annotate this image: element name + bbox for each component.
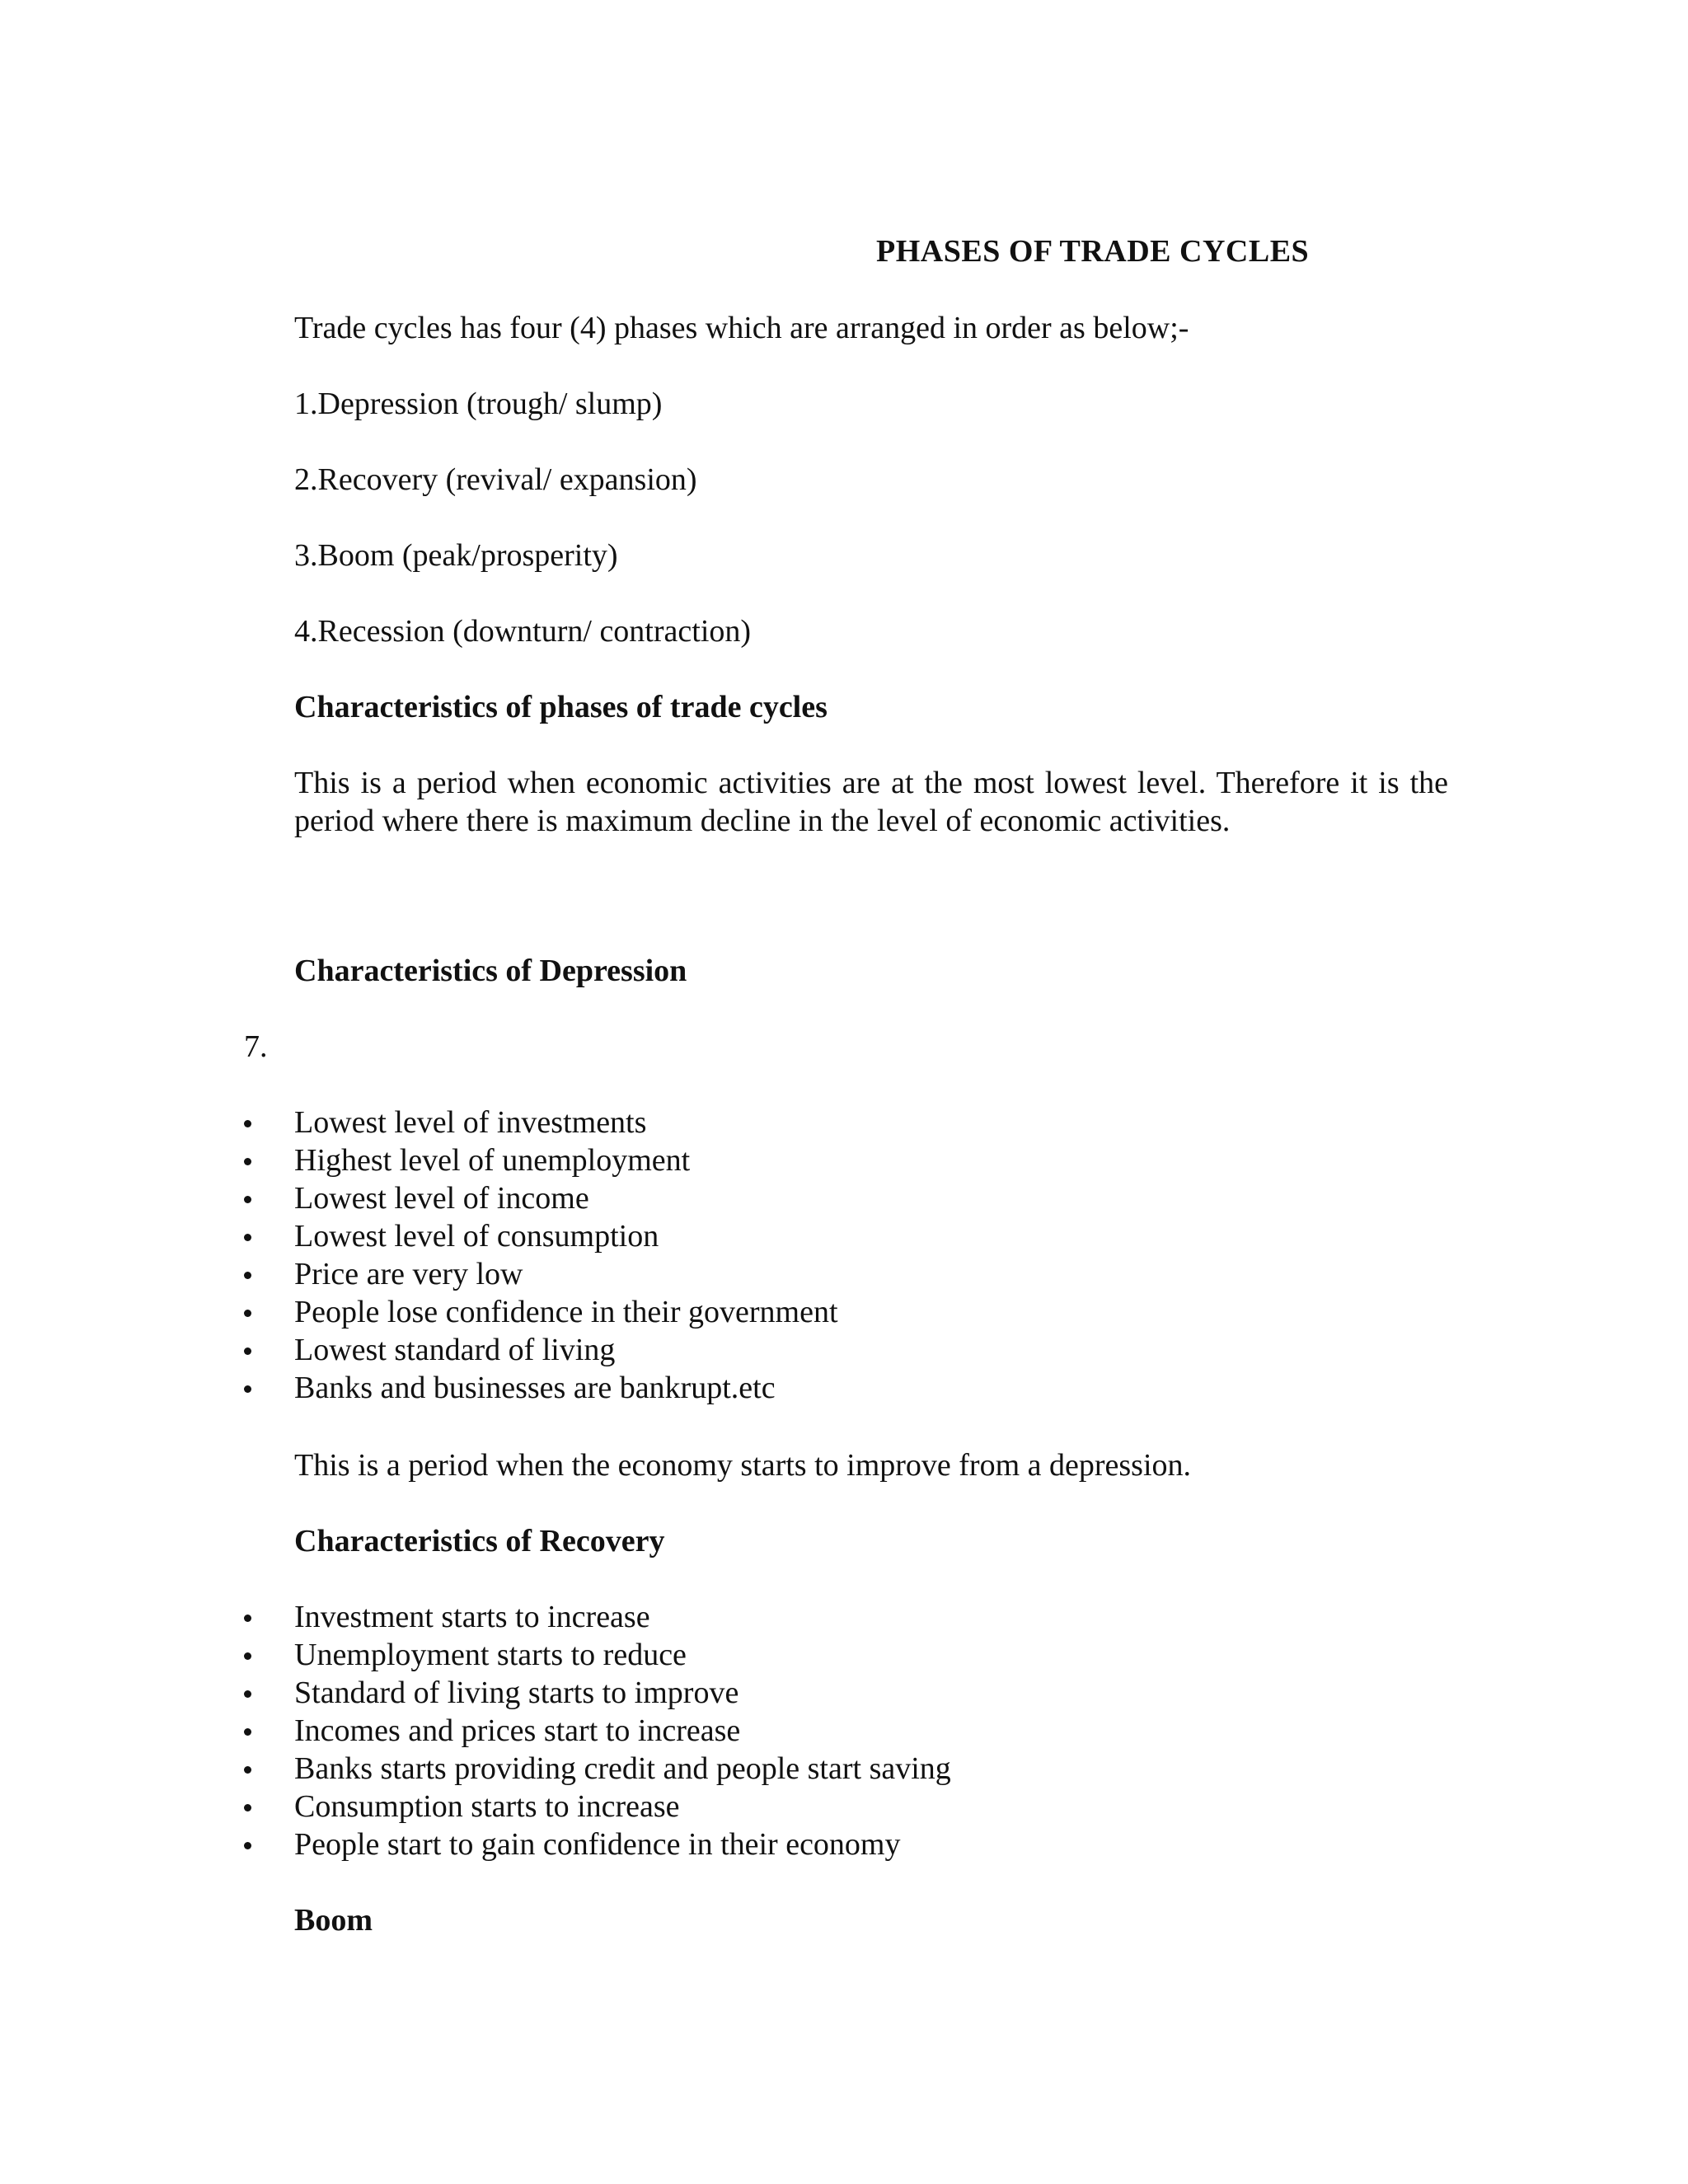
bullet-icon [244,1310,251,1317]
list-item: Lowest level of investments [244,1104,838,1141]
bullet-icon [244,1804,251,1811]
list-item: Consumption starts to increase [244,1788,951,1825]
list-item: Lowest level of income [244,1179,838,1217]
bullet-icon [244,1196,251,1203]
bullet-icon [244,1690,251,1698]
list-item: Lowest standard of living [244,1331,838,1369]
list-item: People start to gain confidence in their economy [244,1825,951,1863]
phase-item-2: 2.Recovery (revival/ expansion) [294,462,697,497]
list-item: People lose confidence in their government [244,1293,838,1331]
bullet-icon [244,1615,251,1622]
depression-paragraph: This is a period when economic activities are at the most lowest level. Therefore it is the period where there is maximum decline in the level of economic activities. [294,766,1448,838]
bullet-icon [244,1347,251,1355]
list-item: Highest level of unemployment [244,1141,838,1179]
bullet-icon [244,1385,251,1393]
list-item: Banks starts providing credit and people start saving [244,1750,951,1788]
characteristics-heading: Characteristics of phases of trade cycles [294,690,828,724]
boom-heading: Boom [294,1903,373,1938]
bullet-icon [244,1766,251,1774]
recovery-paragraph: This is a period when the economy starts to improve from a depression. [294,1448,1192,1483]
recovery-heading: Characteristics of Recovery [294,1524,665,1558]
list-item: Banks and businesses are bankrupt.etc [244,1369,838,1407]
item-number: 7. [244,1029,268,1064]
bullet-icon [244,1652,251,1660]
list-item: Standard of living starts to improve [244,1674,951,1712]
page-title: PHASES OF TRADE CYCLES [876,234,1310,269]
bullet-icon [244,1234,251,1241]
bullet-icon [244,1842,251,1849]
list-item: Unemployment starts to reduce [244,1636,951,1674]
bullet-icon [244,1272,251,1279]
bullet-icon [244,1728,251,1736]
recovery-list [244,1598,951,1863]
phase-item-3: 3.Boom (peak/prosperity) [294,538,618,573]
list-item: Lowest level of consumption [244,1217,838,1255]
list-item: Incomes and prices start to increase [244,1712,951,1750]
depression-heading: Characteristics of Depression [294,954,687,988]
phase-item-4: 4.Recession (downturn/ contraction) [294,614,752,649]
depression-list [244,1104,838,1407]
bullet-icon [244,1158,251,1165]
bullet-icon [244,1120,251,1127]
list-item: Price are very low [244,1255,838,1293]
list-item: Investment starts to increase [244,1598,951,1636]
phase-item-1: 1.Depression (trough/ slump) [294,387,663,421]
intro-text: Trade cycles has four (4) phases which are arranged in order as below;- [294,311,1189,345]
